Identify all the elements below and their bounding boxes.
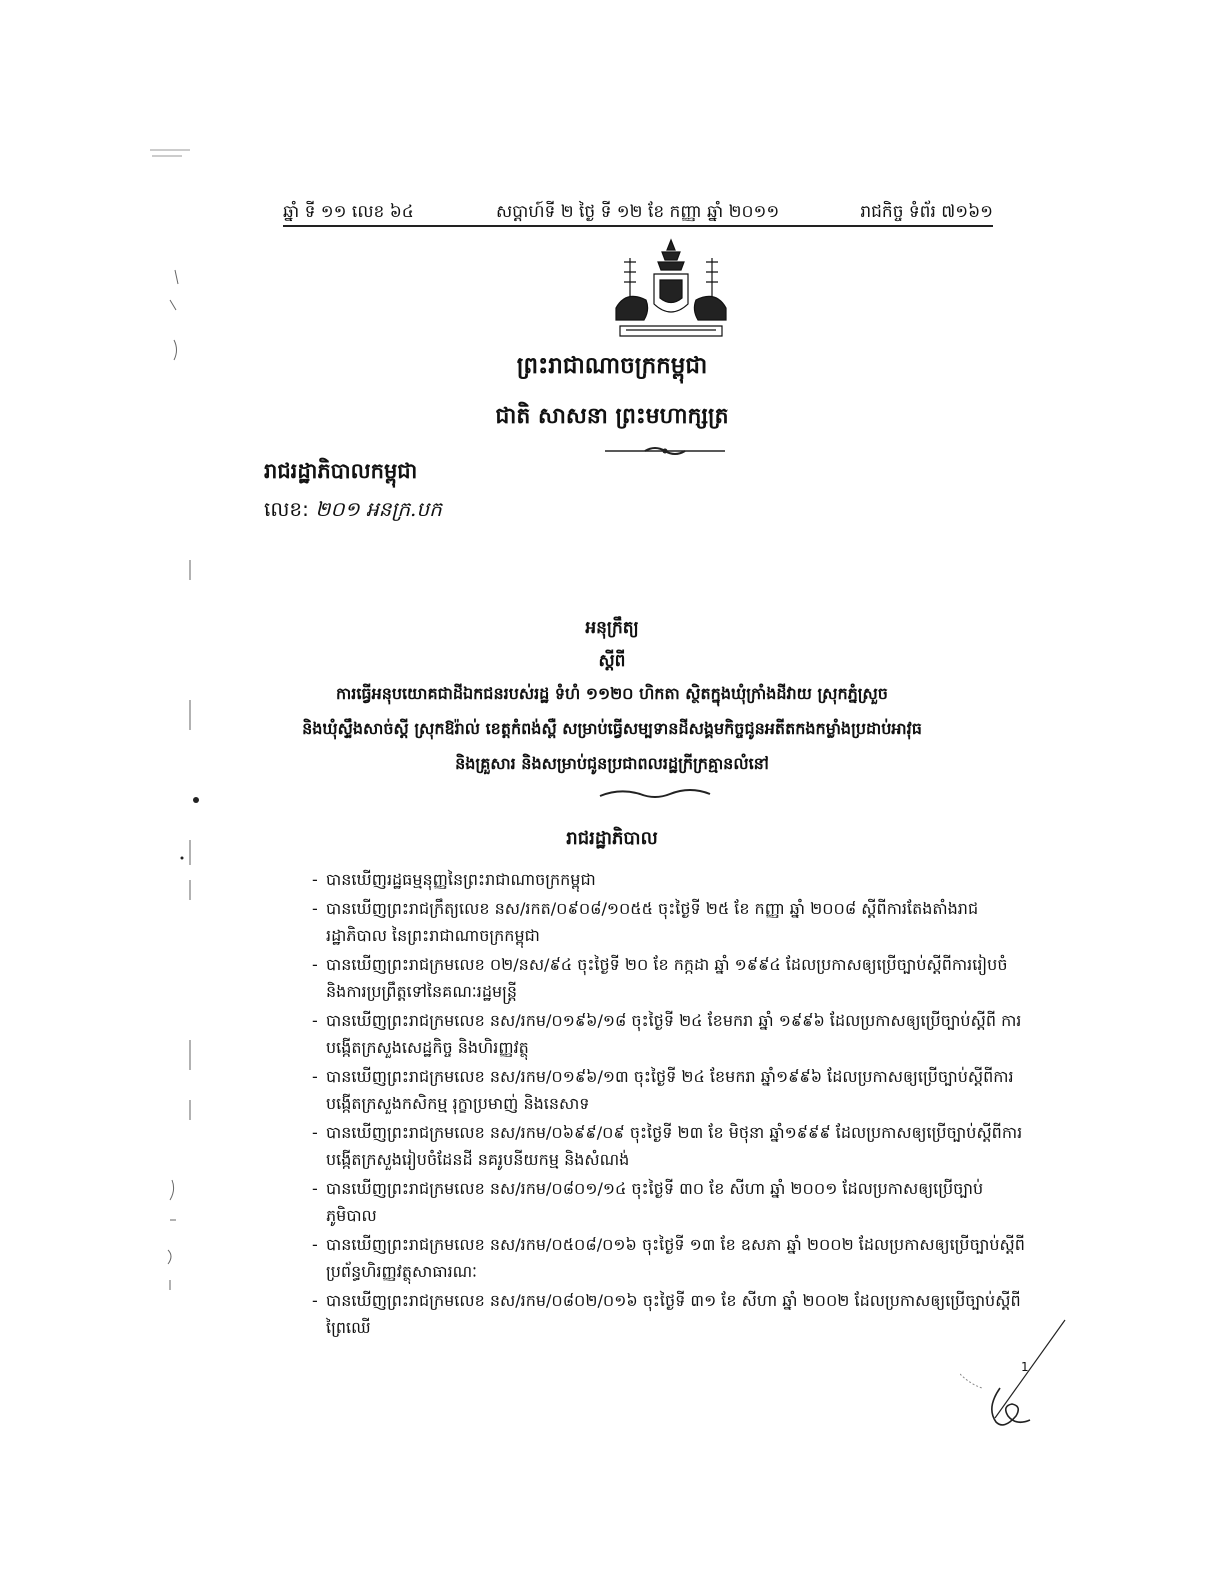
scan-marks [150, 140, 210, 1440]
document-number [264, 496, 442, 526]
list-item: - បានឃើញរដ្ឋធម្មនុញ្ញនៃព្រះរាជាណាចក្រកម្ពុជា [312, 866, 1032, 893]
list-item: - បានឃើញព្រះរាជក្រមលេខ នស/រកម/០៦៩៩/០៩ ចុះថ្ងៃទី ២៣ ខែ មិថុនា ឆ្នាំ១៩៩៩ ដែលប្រកាសឲ្យប្រើច្បាប់ស្តីពីការបង្កើតក្រសួងរៀបចំដែនដី នគរូបនីយកម្ម និងសំណង់ [312, 1119, 1032, 1173]
list-item: - បានឃើញព្រះរាជក្រឹត្យលេខ នស/រកត/០៩០៨/១០៥៥ ចុះថ្ងៃទី ២៥ ខែ កញ្ញា ឆ្នាំ ២០០៨ ស្តីពីការតែងតាំងរាជរដ្ឋាភិបាល នៃព្រះរាជាណាចក្រកម្ពុជា [312, 895, 1032, 949]
royal-coat-of-arms-icon [610, 238, 732, 346]
title-line: និងឃុំស្ទឹងសាច់ស្តី ស្រុកឱរ៉ាល់ ខេត្តកំពង់ស្ពឺ សម្រាប់ធ្វើសម្បទានដីសង្គមកិច្ចជូនអតីតកងកម្លាំងប្រដាប់អាវុធ [302, 719, 922, 738]
national-motto: ជាតិ សាសនា ព្រះមហាក្សត្រ [495, 404, 729, 429]
page-number: 1 [1021, 1360, 1029, 1374]
number-label: លេខ: [264, 497, 309, 521]
on-label: ស្តីពី [598, 651, 626, 671]
number-value: ២០១ អនក្រ.បក [315, 497, 442, 521]
ornament-divider-icon [605, 442, 725, 460]
list-item: - បានឃើញព្រះរាជក្រមលេខ នស/រកម/០៥០៨/០១៦ ចុះថ្ងៃទី ១៣ ខែ ឧសភា ឆ្នាំ ២០០២ ដែលប្រកាសឲ្យប្រើច្បាប់ស្តីពីប្រព័ន្ធហិរញ្ញវត្ថុសាធារណៈ [312, 1231, 1032, 1285]
gazette-page: រាជកិច្ច ទំព័រ ៧១៦១ [860, 202, 993, 222]
header-rule [283, 225, 993, 227]
list-item: - បានឃើញព្រះរាជក្រមលេខ នស/រកម/០៨០១/១៤ ចុះថ្ងៃទី ៣០ ខែ សីហា ឆ្នាំ ២០០១ ដែលប្រកាសឲ្យប្រើច្បាប់ភូមិបាល [312, 1175, 1032, 1229]
list-item: - បានឃើញព្រះរាជក្រមលេខ នស/រកម/០១៩៦/១៣ ចុះថ្ងៃទី ២៤ ខែមករា ឆ្នាំ១៩៩៦ ដែលប្រកាសឲ្យប្រើច្បាប់ស្តីពីការបង្កើតក្រសួងកសិកម្ម រុក្ខាប្រមាញ់ និងនេសាទ [312, 1063, 1032, 1117]
title-line: ការធ្វើអនុបយោគជាដីឯកជនរបស់រដ្ឋ ទំហំ ១១២០ ហិកតា ស្ថិតក្នុងឃុំក្រាំងដីវាយ ស្រុកភ្នំស្រួច [336, 684, 888, 703]
list-item: - បានឃើញព្រះរាជក្រមលេខ នស/រកម/០៨០២/០១៦ ចុះថ្ងៃទី ៣១ ខែ សីហា ឆ្នាំ ២០០២ ដែលប្រកាសឲ្យប្រើច្បាប់ស្តីពីព្រៃឈើ [312, 1287, 1032, 1341]
section-divider-icon [590, 786, 720, 800]
list-item: - បានឃើញព្រះរាជក្រមលេខ ០២/នស/៩៤ ចុះថ្ងៃទី ២០ ខែ កក្កដា ឆ្នាំ ១៩៩៤ ដែលប្រកាសឲ្យប្រើច្បាប់ស្តីពីការរៀបចំ និងការប្រព្រឹត្តទៅនៃគណៈរដ្ឋមន្ត្រី [312, 951, 1032, 1005]
preamble-list [312, 866, 1032, 1343]
title-line: និងគ្រួសារ និងសម្រាប់ជូនប្រជាពលរដ្ឋក្រីក្រគ្មានលំនៅ [455, 754, 769, 773]
gazette-date: សប្តាហ៍ទី ២ ថ្ងៃ ទី ១២ ខែ កញ្ញា ឆ្នាំ ២០១១ [496, 202, 780, 222]
gazette-header [283, 197, 993, 227]
government-heading: រាជរដ្ឋាភិបាល [566, 828, 658, 849]
issuing-authority: រាជរដ្ឋាភិបាលកម្ពុជា [264, 459, 418, 483]
initials-signature [960, 1318, 1070, 1438]
kingdom-name: ព្រះរាជាណាចក្រកម្ពុជា [516, 353, 708, 379]
gazette-year-issue: ឆ្នាំ ទី ១១ លេខ ៦៤ [283, 202, 414, 222]
list-item: - បានឃើញព្រះរាជក្រមលេខ នស/រកម/០១៩៦/១៨ ចុះថ្ងៃទី ២៤ ខែមករា ឆ្នាំ ១៩៩៦ ដែលប្រកាសឲ្យប្រើច្បាប់ស្តីពី ការបង្កើតក្រសួងសេដ្ឋកិច្ច និងហិរញ្ញវត្ថុ [312, 1007, 1032, 1061]
document-type: អនុក្រឹត្យ [585, 618, 639, 638]
